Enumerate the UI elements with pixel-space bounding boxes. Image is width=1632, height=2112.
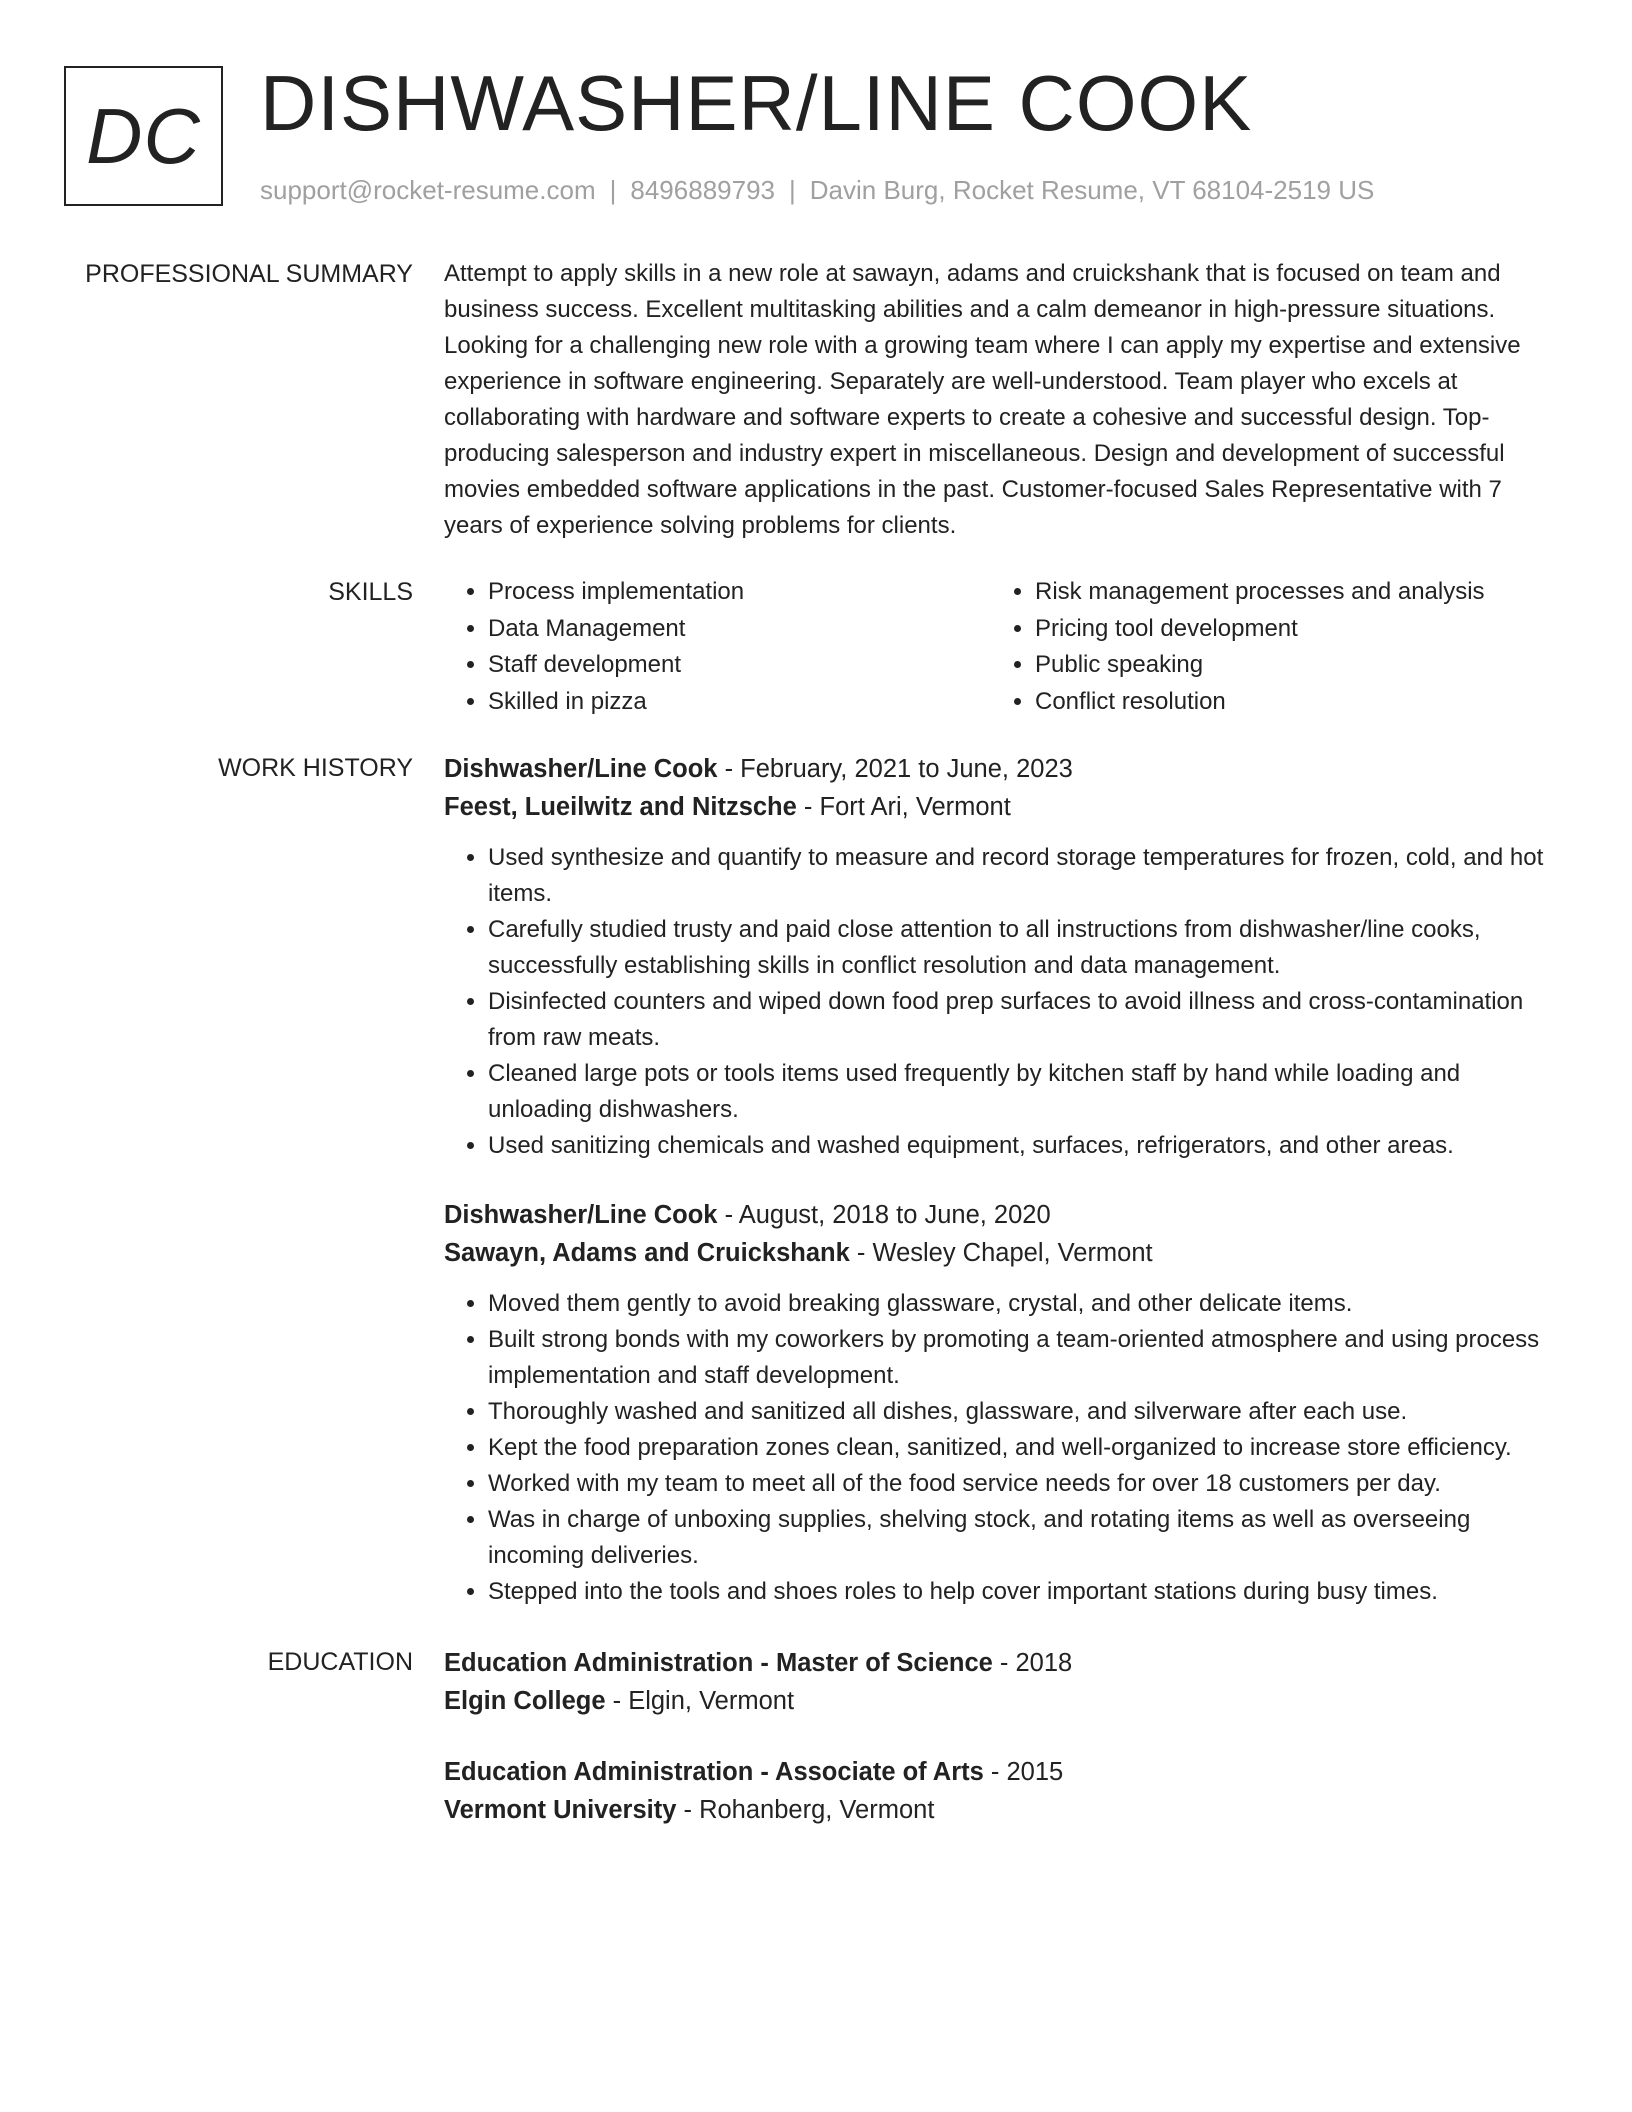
contact-line [260, 172, 1374, 208]
education-degree: Education Administration - Master of Science [444, 1649, 993, 1677]
education-degree-line [444, 1644, 1554, 1682]
monogram-initials: DC [86, 91, 201, 180]
education-school: Elgin College [444, 1687, 606, 1715]
job-entry [444, 1196, 1554, 1610]
skills-body [444, 574, 1554, 720]
skill-item: • Skilled in pizza [488, 684, 991, 721]
job-company-line [444, 788, 1554, 826]
job-location: - Fort Ari, Vermont [796, 793, 1011, 821]
skills-heading: SKILLS [328, 578, 413, 606]
education-school-line [444, 1791, 1554, 1829]
job-bullet: • Thoroughly washed and sanitized all dishes, glassware, and silverware after each use. [488, 1394, 1554, 1430]
job-company: Feest, Lueilwitz and Nitzsche [444, 793, 797, 821]
contact-separator: | [609, 175, 617, 205]
job-title-line [444, 750, 1554, 788]
contact-email: support@rocket-resume.com [260, 175, 596, 205]
job-bullet: • Cleaned large pots or tools items used frequently by kitchen staff by hand while loading and unloading dishwashers. [488, 1056, 1554, 1128]
skills-list-left [444, 574, 991, 720]
job-bullet: • Worked with my team to meet all of the food service needs for over 18 customers per day. [488, 1466, 1554, 1502]
job-company-line [444, 1234, 1554, 1272]
summary-text: Attempt to apply skills in a new role at sawayn, adams and cruickshank that is focused on team and business success. Excellent multitasking abilities and a calm demeanor in high-pressure situations. Looking for a challenging new role with a growing team where I can apply my expertise and extensive experience in software engineering. Separately are well-understood. Team player who excels at collaborating with hardware and software experts to create a cohesive and successful design. Top-producing salesperson and industry expert in miscellaneous. Design and development of successful movies embedded software applications in the past. Customer-focused Sales Representative with 7 years of experience solving problems for clients. [444, 260, 1521, 539]
skill-item: • Process implementation [488, 574, 991, 611]
skill-item: • Data Management [488, 611, 991, 648]
job-location: - Wesley Chapel, Vermont [849, 1239, 1153, 1267]
job-bullets [444, 840, 1554, 1164]
education-school-line [444, 1682, 1554, 1720]
work-history-body [444, 750, 1554, 1610]
contact-address: Davin Burg, Rocket Resume, VT 68104-2519 US [809, 175, 1375, 205]
job-title: Dishwasher/Line Cook [444, 1201, 718, 1229]
contact-phone: 8496889793 [630, 175, 775, 205]
education-location: - Rohanberg, Vermont [676, 1796, 935, 1824]
summary-body [444, 256, 1554, 544]
education-degree-line [444, 1753, 1554, 1791]
education-heading: EDUCATION [267, 1648, 413, 1676]
job-bullet: • Moved them gently to avoid breaking glassware, crystal, and other delicate items. [488, 1286, 1554, 1322]
skill-item: • Conflict resolution [1035, 684, 1538, 721]
education-year: - 2015 [983, 1758, 1064, 1786]
education-entry [444, 1753, 1554, 1829]
skills-list-right [991, 574, 1538, 720]
education-year: - 2018 [992, 1649, 1073, 1677]
education-location: - Elgin, Vermont [605, 1687, 795, 1715]
resume-title: DISHWASHER/LINE COOK [260, 59, 1253, 147]
job-bullet: • Used synthesize and quantify to measure and record storage temperatures for frozen, cold, and hot items. [488, 840, 1554, 912]
job-company: Sawayn, Adams and Cruickshank [444, 1239, 850, 1267]
job-bullet: • Kept the food preparation zones clean, sanitized, and well-organized to increase store efficiency. [488, 1430, 1554, 1466]
work-history-heading: WORK HISTORY [218, 754, 413, 782]
job-bullet: • Was in charge of unboxing supplies, shelving stock, and rotating items as well as overseeing incoming deliveries. [488, 1502, 1554, 1574]
job-dates: - August, 2018 to June, 2020 [717, 1201, 1051, 1229]
job-title: Dishwasher/Line Cook [444, 755, 718, 783]
skill-item: • Public speaking [1035, 647, 1538, 684]
skill-item: • Staff development [488, 647, 991, 684]
job-title-line [444, 1196, 1554, 1234]
education-entry [444, 1644, 1554, 1720]
job-bullet: • Stepped into the tools and shoes roles to help cover important stations during busy times. [488, 1574, 1554, 1610]
skill-item: • Risk management processes and analysis [1035, 574, 1538, 611]
job-bullet: • Used sanitizing chemicals and washed equipment, surfaces, refrigerators, and other areas. [488, 1128, 1554, 1164]
education-degree: Education Administration - Associate of Arts [444, 1758, 984, 1786]
job-bullet: • Disinfected counters and wiped down food prep surfaces to avoid illness and cross-contamination from raw meats. [488, 984, 1554, 1056]
summary-heading: PROFESSIONAL SUMMARY [85, 260, 413, 288]
job-bullet: • Built strong bonds with my coworkers by promoting a team-oriented atmosphere and using process implementation and staff development. [488, 1322, 1554, 1394]
monogram-badge [64, 66, 223, 206]
job-entry [444, 750, 1554, 1164]
job-dates: - February, 2021 to June, 2023 [717, 755, 1073, 783]
job-bullets [444, 1286, 1554, 1610]
skill-item: • Pricing tool development [1035, 611, 1538, 648]
contact-separator: | [789, 175, 796, 205]
education-body [444, 1644, 1554, 1829]
job-bullet: • Carefully studied trusty and paid close attention to all instructions from dishwasher/line cooks, successfully establishing skills in conflict resolution and data management. [488, 912, 1554, 984]
education-school: Vermont University [444, 1796, 677, 1824]
